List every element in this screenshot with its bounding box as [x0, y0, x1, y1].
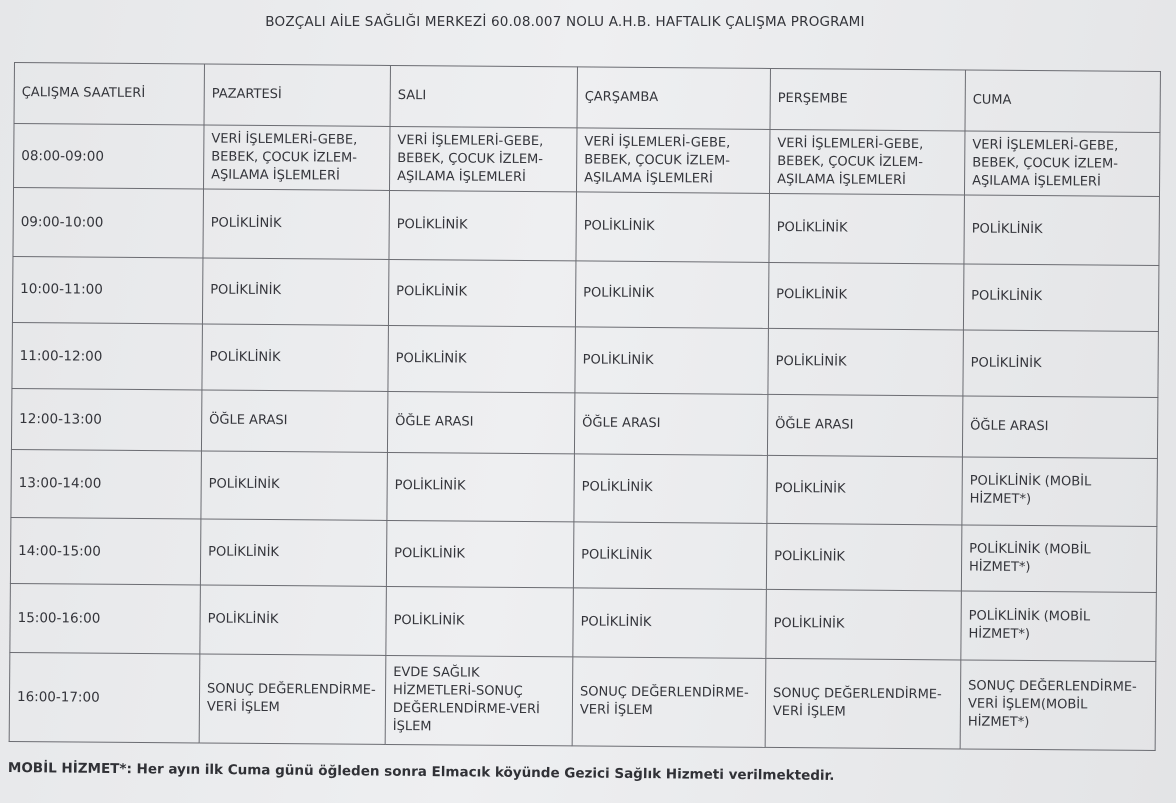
time-slot-cell: 16:00-17:00 — [9, 652, 200, 743]
schedule-cell-monday: SONUÇ DEĞERLENDİRME-VERİ İŞLEM — [199, 654, 386, 745]
schedule-cell-wednesday: POLİKLİNİK — [574, 453, 768, 523]
table-header-row — [14, 63, 1160, 133]
schedule-cell-friday: POLİKLİNİK (MOBİL HİZMET*) — [961, 525, 1157, 593]
schedule-cell-friday: VERİ İŞLEMLERİ-GEBE, BEBEK, ÇOCUK İZLEM-AŞILAMA İŞLEMLERİ — [964, 131, 1159, 197]
schedule-cell-wednesday: VERİ İŞLEMLERİ-GEBE, BEBEK, ÇOCUK İZLEM-AŞILAMA İŞLEMLERİ — [576, 128, 769, 194]
header-monday: PAZARTESİ — [204, 64, 390, 126]
schedule-cell-tuesday: POLİKLİNİK — [388, 259, 576, 327]
schedule-cell-monday: POLİKLİNİK — [201, 451, 388, 521]
schedule-cell-tuesday: EVDE SAĞLIK HİZMETLERİ-SONUÇ DEĞERLENDİRME-VERİ İŞLEM — [385, 655, 573, 746]
table-row — [11, 389, 1157, 458]
header-thursday: PERŞEMBE — [770, 68, 965, 131]
time-slot-cell: 15:00-16:00 — [10, 584, 201, 654]
time-slot-cell: 14:00-15:00 — [10, 517, 201, 585]
schedule-cell-thursday: POLİKLİNİK — [768, 328, 964, 396]
schedule-cell-thursday: POLİKLİNİK — [767, 455, 963, 525]
schedule-cell-wednesday: POLİKLİNİK — [573, 522, 767, 590]
table-row — [13, 188, 1160, 265]
schedule-cell-monday: VERİ İŞLEMLERİ-GEBE, BEBEK, ÇOCUK İZLEM-AŞILAMA İŞLEMLERİ — [204, 125, 390, 191]
table-row — [10, 517, 1156, 592]
schedule-cell-wednesday: POLİKLİNİK — [573, 588, 767, 658]
schedule-cell-tuesday: POLİKLİNİK — [388, 326, 576, 394]
table-row — [12, 323, 1158, 398]
schedule-cell-monday: POLİKLİNİK — [202, 324, 389, 392]
time-slot-cell: 10:00-11:00 — [12, 256, 203, 324]
header-wednesday: ÇARŞAMBA — [577, 67, 770, 130]
time-slot-cell: 12:00-13:00 — [11, 389, 201, 451]
schedule-cell-tuesday: POLİKLİNİK — [387, 452, 575, 522]
footnote — [8, 760, 1158, 787]
schedule-cell-tuesday: POLİKLİNİK — [386, 520, 574, 588]
schedule-cell-monday: POLİKLİNİK — [200, 585, 387, 655]
schedule-cell-friday: POLİKLİNİK — [963, 330, 1159, 398]
schedule-cell-wednesday: POLİKLİNİK — [575, 261, 769, 329]
schedule-cell-tuesday: POLİKLİNİK — [389, 191, 577, 261]
time-slot-cell: 09:00-10:00 — [13, 188, 204, 258]
schedule-cell-wednesday: ÖĞLE ARASI — [574, 393, 767, 455]
schedule-cell-friday: ÖĞLE ARASI — [962, 396, 1157, 458]
schedule-cell-thursday: SONUÇ DEĞERLENDİRME-VERİ İŞLEM — [765, 658, 961, 749]
schedule-cell-monday: POLİKLİNİK — [203, 189, 390, 259]
table-row — [11, 449, 1158, 526]
table-row — [12, 256, 1158, 331]
weekly-schedule-table — [9, 62, 1161, 751]
table-row — [14, 124, 1160, 197]
time-slot-cell: 11:00-12:00 — [12, 323, 203, 391]
schedule-cell-friday: POLİKLİNİK — [963, 264, 1159, 332]
schedule-cell-tuesday: POLİKLİNİK — [386, 587, 574, 657]
schedule-cell-monday: ÖĞLE ARASI — [201, 390, 387, 452]
schedule-cell-wednesday: POLİKLİNİK — [576, 192, 770, 262]
schedule-cell-friday: POLİKLİNİK (MOBİL HİZMET*) — [961, 591, 1157, 661]
table-body — [9, 124, 1160, 751]
schedule-cell-wednesday: POLİKLİNİK — [575, 327, 769, 395]
footnote-label: MOBİL HİZMET*: — [7, 760, 132, 778]
schedule-cell-monday: POLİKLİNİK — [200, 519, 387, 587]
time-slot-cell: 08:00-09:00 — [14, 124, 204, 190]
header-friday: CUMA — [965, 70, 1160, 133]
footnote-text: Her ayın ilk Cuma günü öğleden sonra Elmacık köyünde Gezici Sağlık Hizmeti verilmektedir. — [131, 761, 835, 784]
schedule-cell-thursday: POLİKLİNİK — [766, 523, 962, 591]
schedule-cell-thursday: POLİKLİNİK — [768, 262, 964, 330]
header-tuesday: SALI — [390, 65, 577, 127]
header-working-hours: ÇALIŞMA SAATLERİ — [14, 63, 204, 125]
schedule-cell-thursday: POLİKLİNİK — [769, 194, 965, 264]
table-row — [10, 584, 1157, 661]
time-slot-cell: 13:00-14:00 — [11, 449, 202, 519]
schedule-cell-friday: SONUÇ DEĞERLENDİRME-VERİ İŞLEM(MOBİL HİZMET*) — [960, 660, 1156, 751]
schedule-cell-tuesday: ÖĞLE ARASI — [387, 392, 574, 454]
schedule-cell-thursday: POLİKLİNİK — [766, 590, 962, 660]
schedule-cell-tuesday: VERİ İŞLEMLERİ-GEBE, BEBEK, ÇOCUK İZLEM-AŞILAMA İŞLEMLERİ — [390, 126, 577, 192]
schedule-cell-friday: POLİKLİNİK — [964, 195, 1160, 265]
schedule-cell-wednesday: SONUÇ DEĞERLENDİRME-VERİ İŞLEM — [572, 657, 766, 748]
page-title: BOZÇALI AİLE SAĞLIĞI MERKEZİ 60.08.007 NOLU A.H.B. HAFTALIK ÇALIŞMA PROGRAMI — [265, 14, 865, 30]
schedule-cell-friday: POLİKLİNİK (MOBİL HİZMET*) — [962, 457, 1158, 527]
schedule-cell-thursday: VERİ İŞLEMLERİ-GEBE, BEBEK, ÇOCUK İZLEM-AŞILAMA İŞLEMLERİ — [769, 129, 964, 195]
schedule-cell-monday: POLİKLİNİK — [202, 258, 389, 326]
schedule-cell-thursday: ÖĞLE ARASI — [767, 395, 962, 457]
table-row — [9, 652, 1156, 750]
